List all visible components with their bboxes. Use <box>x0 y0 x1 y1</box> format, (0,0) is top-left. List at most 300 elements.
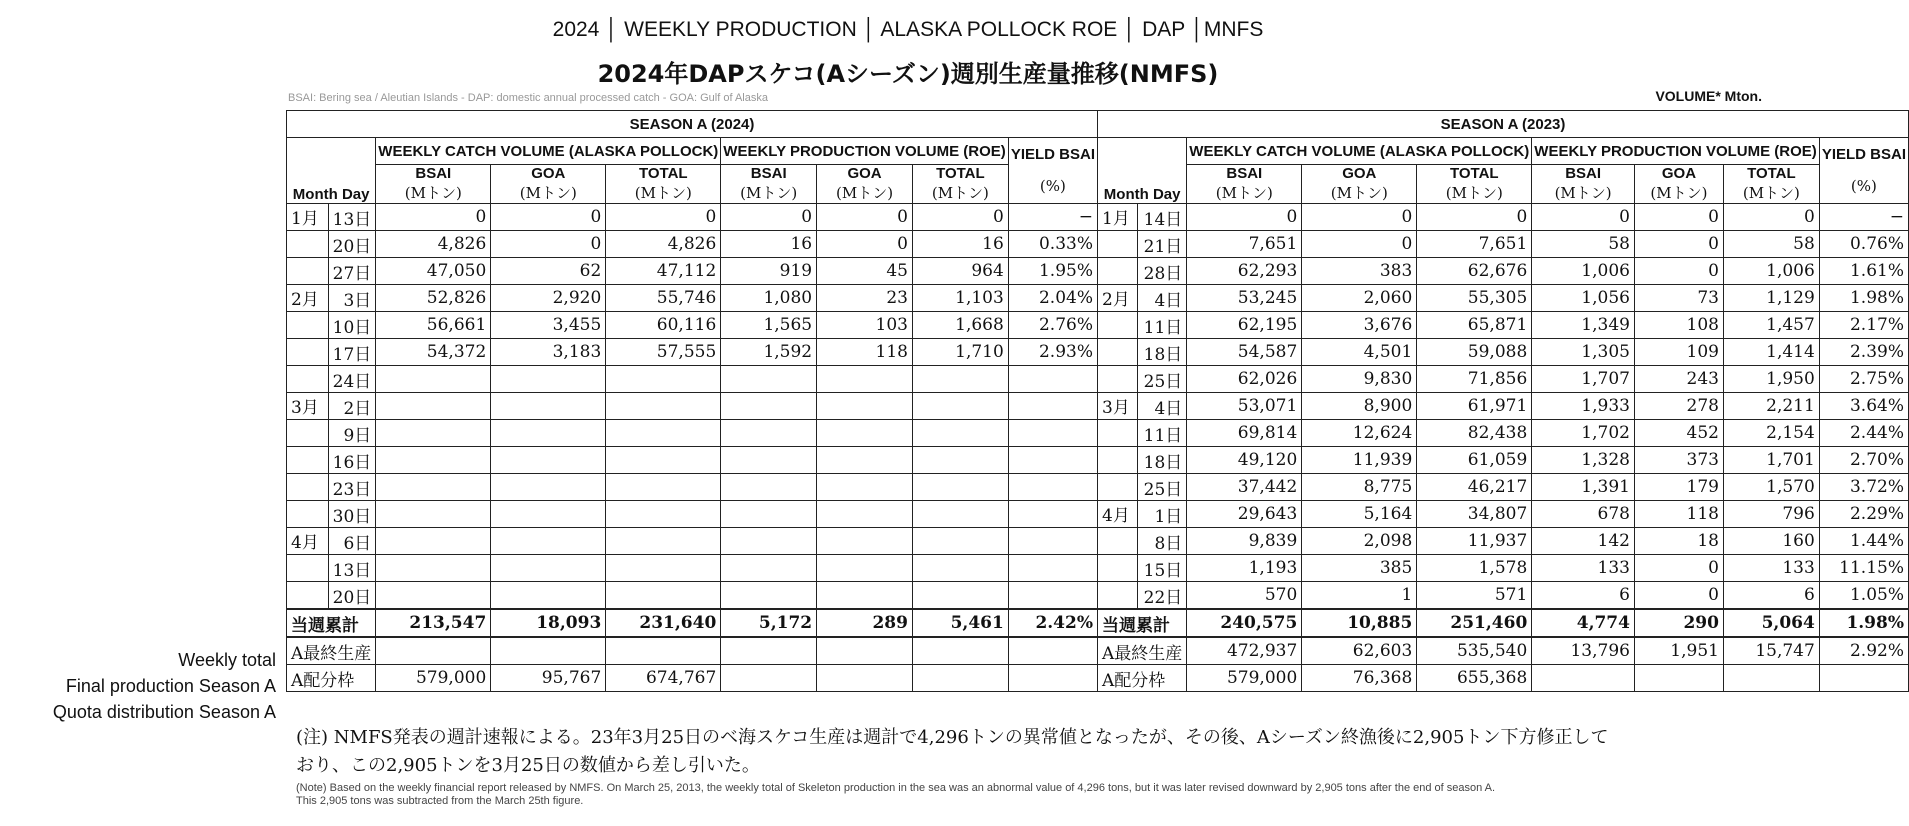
value-cell: 1,701 <box>1723 447 1819 474</box>
value-cell: 678 <box>1532 501 1635 528</box>
day-cell: 20日 <box>328 582 376 610</box>
value-cell <box>1008 366 1097 393</box>
value-cell <box>1008 637 1097 665</box>
value-cell: 54,372 <box>376 339 491 366</box>
value-cell: 6 <box>1723 582 1819 610</box>
value-cell: 9,830 <box>1302 366 1417 393</box>
value-cell <box>817 555 913 582</box>
value-cell: 69,814 <box>1187 420 1302 447</box>
value-cell: 82,438 <box>1417 420 1532 447</box>
value-cell: 1,707 <box>1532 366 1635 393</box>
table-row <box>287 231 1909 258</box>
value-cell: 18,093 <box>491 609 606 637</box>
value-cell <box>721 555 817 582</box>
value-cell: 13,796 <box>1532 637 1635 665</box>
month-cell <box>1098 312 1138 339</box>
month-cell <box>287 339 329 366</box>
value-cell: 29,643 <box>1187 501 1302 528</box>
value-cell <box>912 582 1008 610</box>
value-cell <box>606 637 721 665</box>
value-cell: 0 <box>1634 204 1723 231</box>
month-day-header-2024: Month Day <box>287 138 376 204</box>
summary-row-quota <box>287 665 1909 692</box>
value-cell: 2.93% <box>1008 339 1097 366</box>
value-cell: 1,951 <box>1634 637 1723 665</box>
value-cell: 108 <box>1634 312 1723 339</box>
value-cell <box>1008 582 1097 610</box>
day-cell: 3日 <box>328 285 376 312</box>
value-cell: 34,807 <box>1417 501 1532 528</box>
value-cell: 278 <box>1634 393 1723 420</box>
value-cell: 571 <box>1417 582 1532 610</box>
value-cell: 3,676 <box>1302 312 1417 339</box>
value-cell: 9,839 <box>1187 528 1302 555</box>
month-cell <box>287 420 329 447</box>
value-cell <box>1819 665 1908 692</box>
value-cell <box>491 420 606 447</box>
label-quota: Quota distribution Season A <box>52 702 276 722</box>
value-cell: 570 <box>1187 582 1302 610</box>
value-cell: 1.05% <box>1819 582 1908 610</box>
value-cell <box>1634 665 1723 692</box>
value-cell <box>1008 447 1097 474</box>
prod-bsai-header-2024: BSAI (Mトン) <box>721 165 817 204</box>
value-cell: 289 <box>817 609 913 637</box>
value-cell: 0 <box>1417 204 1532 231</box>
value-cell: 10,885 <box>1302 609 1417 637</box>
value-cell: 243 <box>1634 366 1723 393</box>
day-cell: 9日 <box>328 420 376 447</box>
value-cell: − <box>1819 204 1908 231</box>
value-cell: 12,624 <box>1302 420 1417 447</box>
value-cell: 5,064 <box>1723 609 1819 637</box>
month-cell: 2月 <box>287 285 329 312</box>
value-cell: 62,676 <box>1417 258 1532 285</box>
value-cell <box>912 528 1008 555</box>
value-cell: 1,056 <box>1532 285 1635 312</box>
value-cell: 2.70% <box>1819 447 1908 474</box>
note-english: (Note) Based on the weekly financial report released by NMFS. On March 25, 2013, the weekly total of Skeleton production in the sea was an abnormal value of 4,296 tons, but it was later revised downward by 2,905 tons after the end of season A. This 2,905 tons was subtracted from the March 25th figure. <box>296 782 1496 807</box>
summary-label: A配分枠 <box>1098 665 1187 692</box>
value-cell: 1,592 <box>721 339 817 366</box>
day-cell: 10日 <box>328 312 376 339</box>
value-cell <box>606 447 721 474</box>
value-cell: 57,555 <box>606 339 721 366</box>
value-cell: 160 <box>1723 528 1819 555</box>
month-cell: 4月 <box>287 528 329 555</box>
catch-total-header-2024: TOTAL (Mトン) <box>606 165 721 204</box>
value-cell: 1,702 <box>1532 420 1635 447</box>
value-cell: 472,937 <box>1187 637 1302 665</box>
value-cell: 1,933 <box>1532 393 1635 420</box>
value-cell: 71,856 <box>1417 366 1532 393</box>
value-cell: 251,460 <box>1417 609 1532 637</box>
value-cell <box>721 528 817 555</box>
value-cell <box>606 528 721 555</box>
value-cell: 58 <box>1723 231 1819 258</box>
value-cell <box>817 474 913 501</box>
value-cell: 4,774 <box>1532 609 1635 637</box>
month-cell: 1月 <box>287 204 329 231</box>
value-cell: 231,640 <box>606 609 721 637</box>
value-cell: 0 <box>1302 231 1417 258</box>
value-cell: 11.15% <box>1819 555 1908 582</box>
value-cell: 16 <box>721 231 817 258</box>
value-cell: 109 <box>1634 339 1723 366</box>
value-cell <box>817 393 913 420</box>
month-cell: 3月 <box>1098 393 1138 420</box>
table-row <box>287 555 1909 582</box>
value-cell: 0 <box>1302 204 1417 231</box>
value-cell: 52,826 <box>376 285 491 312</box>
value-cell: 4,501 <box>1302 339 1417 366</box>
value-cell <box>1008 393 1097 420</box>
value-cell: 0 <box>721 204 817 231</box>
note-japanese: (注) NMFS発表の週計速報による。23年3月25日のベ海スケコ生産は週計で4,296トンの異常値となったが、その後、Aシーズン終漁後に2,905トン下方修正して おり、この2,905トンを3月25日の数値から差し引いた。 <box>296 727 1609 776</box>
value-cell <box>912 637 1008 665</box>
value-cell: 61,059 <box>1417 447 1532 474</box>
table-row <box>287 204 1909 231</box>
day-cell: 2日 <box>328 393 376 420</box>
value-cell: 8,775 <box>1302 474 1417 501</box>
value-cell <box>606 582 721 610</box>
value-cell: 0 <box>491 204 606 231</box>
table-row <box>287 285 1909 312</box>
value-cell <box>912 447 1008 474</box>
value-cell: 54,587 <box>1187 339 1302 366</box>
value-cell: 2.76% <box>1008 312 1097 339</box>
value-cell: 2.75% <box>1819 366 1908 393</box>
value-cell <box>1008 474 1097 501</box>
value-cell: 95,767 <box>491 665 606 692</box>
day-cell: 21日 <box>1137 231 1186 258</box>
day-cell: 27日 <box>328 258 376 285</box>
value-cell: 133 <box>1723 555 1819 582</box>
value-cell: 0 <box>1187 204 1302 231</box>
value-cell: 1,129 <box>1723 285 1819 312</box>
value-cell: 373 <box>1634 447 1723 474</box>
value-cell: 0.76% <box>1819 231 1908 258</box>
value-cell <box>721 366 817 393</box>
value-cell: 55,305 <box>1417 285 1532 312</box>
month-cell <box>1098 366 1138 393</box>
month-cell <box>287 231 329 258</box>
value-cell: 179 <box>1634 474 1723 501</box>
value-cell <box>376 582 491 610</box>
day-cell: 18日 <box>1137 447 1186 474</box>
summary-label: A配分枠 <box>287 665 376 692</box>
summary-row-total <box>287 609 1909 637</box>
value-cell <box>721 582 817 610</box>
value-cell: 62 <box>491 258 606 285</box>
value-cell: 2.04% <box>1008 285 1097 312</box>
value-cell <box>491 447 606 474</box>
summary-row-final <box>287 637 1909 665</box>
table-row <box>287 258 1909 285</box>
value-cell: 1,391 <box>1532 474 1635 501</box>
value-cell: 1,006 <box>1532 258 1635 285</box>
value-cell <box>376 555 491 582</box>
value-cell: 60,116 <box>606 312 721 339</box>
table-row <box>287 339 1909 366</box>
month-cell <box>1098 555 1138 582</box>
value-cell: 0 <box>817 204 913 231</box>
value-cell: 1,668 <box>912 312 1008 339</box>
value-cell: 7,651 <box>1417 231 1532 258</box>
season-2023-header: SEASON A (2023) <box>1098 111 1909 138</box>
day-cell: 18日 <box>1137 339 1186 366</box>
value-cell: 1,414 <box>1723 339 1819 366</box>
value-cell <box>376 420 491 447</box>
value-cell: 1,457 <box>1723 312 1819 339</box>
table-row <box>287 582 1909 610</box>
value-cell: 0 <box>817 231 913 258</box>
value-cell: 385 <box>1302 555 1417 582</box>
value-cell: 5,172 <box>721 609 817 637</box>
value-cell <box>376 637 491 665</box>
value-cell: 674,767 <box>606 665 721 692</box>
value-cell: 16 <box>912 231 1008 258</box>
prod-goa-header-2023: GOA (Mトン) <box>1634 165 1723 204</box>
value-cell <box>912 665 1008 692</box>
value-cell: 103 <box>817 312 913 339</box>
value-cell: 2.29% <box>1819 501 1908 528</box>
month-cell: 3月 <box>287 393 329 420</box>
value-cell: 213,547 <box>376 609 491 637</box>
value-cell: 5,461 <box>912 609 1008 637</box>
value-cell <box>721 393 817 420</box>
value-cell: 0 <box>1634 231 1723 258</box>
value-cell: 1.44% <box>1819 528 1908 555</box>
catch-bsai-header-2024: BSAI (Mトン) <box>376 165 491 204</box>
value-cell <box>912 366 1008 393</box>
value-cell: 53,245 <box>1187 285 1302 312</box>
value-cell <box>817 366 913 393</box>
day-cell: 1日 <box>1137 501 1186 528</box>
value-cell: 452 <box>1634 420 1723 447</box>
value-cell: 0 <box>1723 204 1819 231</box>
value-cell <box>817 582 913 610</box>
value-cell: 2.17% <box>1819 312 1908 339</box>
catch-bsai-header-2023: BSAI (Mトン) <box>1187 165 1302 204</box>
value-cell <box>1008 420 1097 447</box>
month-cell <box>287 555 329 582</box>
label-weekly-total: Weekly total <box>178 650 276 670</box>
value-cell: 46,217 <box>1417 474 1532 501</box>
value-cell: 118 <box>817 339 913 366</box>
day-cell: 16日 <box>328 447 376 474</box>
value-cell: 62,026 <box>1187 366 1302 393</box>
value-cell <box>1723 665 1819 692</box>
value-cell <box>606 420 721 447</box>
value-cell: 1,103 <box>912 285 1008 312</box>
value-cell: 1,328 <box>1532 447 1635 474</box>
day-cell: 15日 <box>1137 555 1186 582</box>
month-cell <box>1098 339 1138 366</box>
value-cell: 1,349 <box>1532 312 1635 339</box>
value-cell <box>912 555 1008 582</box>
production-table <box>286 110 1909 692</box>
value-cell: 11,939 <box>1302 447 1417 474</box>
summary-label: 当週累計 <box>287 609 376 637</box>
value-cell: 0 <box>1634 555 1723 582</box>
value-cell: 0 <box>376 204 491 231</box>
value-cell: 2.42% <box>1008 609 1097 637</box>
day-cell: 14日 <box>1137 204 1186 231</box>
value-cell: 0.33% <box>1008 231 1097 258</box>
value-cell: 579,000 <box>1187 665 1302 692</box>
value-cell: 1,565 <box>721 312 817 339</box>
catch-group-header-2024: WEEKLY CATCH VOLUME (ALASKA POLLOCK) <box>376 138 721 165</box>
value-cell <box>491 366 606 393</box>
value-cell: 3,183 <box>491 339 606 366</box>
value-cell <box>491 501 606 528</box>
day-cell: 11日 <box>1137 420 1186 447</box>
value-cell <box>817 665 913 692</box>
day-cell: 24日 <box>328 366 376 393</box>
value-cell: 118 <box>1634 501 1723 528</box>
value-cell <box>491 582 606 610</box>
value-cell <box>376 474 491 501</box>
day-cell: 8日 <box>1137 528 1186 555</box>
value-cell: 62,293 <box>1187 258 1302 285</box>
table-row <box>287 447 1909 474</box>
value-cell: 0 <box>606 204 721 231</box>
month-cell: 4月 <box>1098 501 1138 528</box>
value-cell: 11,937 <box>1417 528 1532 555</box>
value-cell <box>1008 665 1097 692</box>
value-cell <box>376 393 491 420</box>
value-cell <box>491 637 606 665</box>
value-cell: 579,000 <box>376 665 491 692</box>
value-cell: 919 <box>721 258 817 285</box>
value-cell: 0 <box>491 231 606 258</box>
value-cell <box>606 393 721 420</box>
month-day-header-2023: Month Day <box>1098 138 1187 204</box>
catch-goa-header-2023: GOA (Mトン) <box>1302 165 1417 204</box>
unit-label: VOLUME* Mton. <box>1655 88 1762 104</box>
value-cell <box>912 501 1008 528</box>
value-cell: 65,871 <box>1417 312 1532 339</box>
catch-goa-header-2024: GOA (Mトン) <box>491 165 606 204</box>
day-cell: 28日 <box>1137 258 1186 285</box>
value-cell: 2,211 <box>1723 393 1819 420</box>
value-cell: 62,603 <box>1302 637 1417 665</box>
value-cell: 45 <box>817 258 913 285</box>
table-row <box>287 528 1909 555</box>
month-cell <box>1098 420 1138 447</box>
month-cell <box>287 501 329 528</box>
value-cell: 2.39% <box>1819 339 1908 366</box>
value-cell: 8,900 <box>1302 393 1417 420</box>
prod-goa-header-2024: GOA (Mトン) <box>817 165 913 204</box>
value-cell <box>491 555 606 582</box>
prod-bsai-header-2023: BSAI (Mトン) <box>1532 165 1635 204</box>
value-cell: 59,088 <box>1417 339 1532 366</box>
value-cell <box>606 474 721 501</box>
prod-total-header-2023: TOTAL (Mトン) <box>1723 165 1819 204</box>
day-cell: 13日 <box>328 555 376 582</box>
value-cell: 1.61% <box>1819 258 1908 285</box>
value-cell <box>817 637 913 665</box>
value-cell: 0 <box>1532 204 1635 231</box>
value-cell: 7,651 <box>1187 231 1302 258</box>
page-subtitle-jp: 2024年DAPスケコ(Aシーズン)週別生産量推移(NMFS) <box>597 60 1219 88</box>
value-cell <box>1008 501 1097 528</box>
value-cell <box>721 447 817 474</box>
value-cell: 0 <box>1634 582 1723 610</box>
month-cell <box>287 447 329 474</box>
table-row <box>287 474 1909 501</box>
value-cell: 18 <box>1634 528 1723 555</box>
yield-header-2024: YIELD BSAI (%) <box>1008 138 1097 204</box>
season-2024-header: SEASON A (2024) <box>287 111 1098 138</box>
month-cell <box>1098 258 1138 285</box>
table-row <box>287 393 1909 420</box>
month-cell <box>1098 474 1138 501</box>
month-cell <box>1098 582 1138 610</box>
day-cell: 30日 <box>328 501 376 528</box>
value-cell <box>606 501 721 528</box>
value-cell <box>376 447 491 474</box>
page-title: 2024 │ WEEKLY PRODUCTION │ ALASKA POLLOCK ROE │ DAP │MNFS <box>552 18 1264 41</box>
value-cell: 1 <box>1302 582 1417 610</box>
day-cell: 25日 <box>1137 474 1186 501</box>
value-cell <box>606 555 721 582</box>
table-row <box>287 366 1909 393</box>
value-cell <box>491 474 606 501</box>
value-cell: − <box>1008 204 1097 231</box>
value-cell: 5,164 <box>1302 501 1417 528</box>
month-cell <box>287 312 329 339</box>
month-cell <box>287 582 329 610</box>
value-cell <box>817 528 913 555</box>
value-cell: 2.92% <box>1819 637 1908 665</box>
value-cell: 964 <box>912 258 1008 285</box>
value-cell: 76,368 <box>1302 665 1417 692</box>
summary-label: A最終生産 <box>287 637 376 665</box>
day-cell: 25日 <box>1137 366 1186 393</box>
value-cell <box>606 366 721 393</box>
label-final-production: Final production Season A <box>65 676 276 696</box>
month-cell: 2月 <box>1098 285 1138 312</box>
value-cell: 49,120 <box>1187 447 1302 474</box>
value-cell: 62,195 <box>1187 312 1302 339</box>
value-cell: 0 <box>912 204 1008 231</box>
value-cell: 6 <box>1532 582 1635 610</box>
value-cell: 73 <box>1634 285 1723 312</box>
value-cell: 2,154 <box>1723 420 1819 447</box>
value-cell: 3.64% <box>1819 393 1908 420</box>
value-cell: 58 <box>1532 231 1635 258</box>
day-cell: 13日 <box>328 204 376 231</box>
value-cell: 290 <box>1634 609 1723 637</box>
value-cell: 15,747 <box>1723 637 1819 665</box>
value-cell <box>1008 528 1097 555</box>
value-cell: 2.44% <box>1819 420 1908 447</box>
value-cell: 61,971 <box>1417 393 1532 420</box>
value-cell: 3,455 <box>491 312 606 339</box>
value-cell <box>817 501 913 528</box>
value-cell: 1,578 <box>1417 555 1532 582</box>
day-cell: 4日 <box>1137 393 1186 420</box>
value-cell: 56,661 <box>376 312 491 339</box>
value-cell <box>721 501 817 528</box>
value-cell: 655,368 <box>1417 665 1532 692</box>
month-cell <box>287 366 329 393</box>
value-cell: 0 <box>1634 258 1723 285</box>
month-cell <box>1098 231 1138 258</box>
